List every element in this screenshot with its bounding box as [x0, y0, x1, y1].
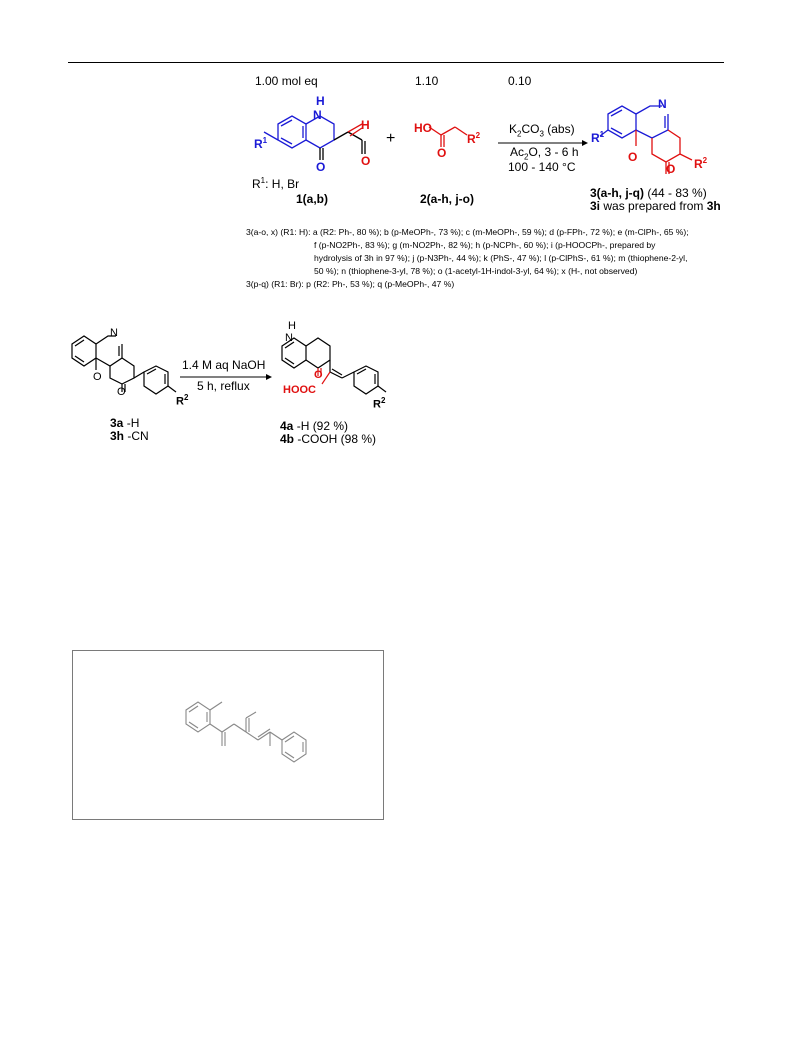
condition-reflux: 5 h, reflux — [197, 379, 250, 393]
atom-o-carbonyl: O — [666, 162, 676, 176]
footnote-line: 3(p-q) (R1: Br): p (R2: Ph-, 53 %); q (p-MeOPh-, 47 %) — [246, 279, 455, 289]
footnote-line: 3(a-o, x) (R1: H): a (R2: Ph-, 80 %); b (p-MeOPh-, 73 %); c (m-MeOPh-, 59 %); d (p-FPh-, 72 %); e (m-ClPh-, 65 %); — [246, 227, 689, 237]
atom-h-4: H — [288, 320, 296, 332]
atom-n-3: N — [658, 97, 667, 111]
substituent-footnote — [246, 226, 728, 291]
atom-o-carbonyl-3a: O — [117, 386, 126, 398]
equiv-reactant-2: 1.10 — [415, 74, 439, 88]
atom-r2-product: $R^2$ — [694, 156, 708, 171]
footnote-line: 50 %); n (thiophene-3-yl, 78 %); o (1-acetyl-1H-indol-3-yl, 64 %); x (H-, not observed) — [314, 266, 638, 276]
atom-o-4: O — [314, 369, 323, 381]
structure-gray-styryl — [180, 686, 330, 786]
label-3a: 3a -H — [110, 416, 140, 430]
atom-o-aldehyde: O — [361, 154, 371, 168]
structure-compound-3a-3h — [64, 322, 194, 422]
structure-compound-3 — [596, 94, 706, 184]
atom-nh-1: H — [316, 94, 325, 108]
atom-r2: $R^2$ — [467, 131, 481, 146]
label-compound-3: 3(a-h, j-q) (44 - 83 %) — [590, 186, 707, 200]
condition-temperature: 100 - 140 °C — [508, 160, 576, 174]
label-compound-1: 1(a,b) — [296, 192, 329, 206]
label-compound-2: 2(a-h, j-o) — [420, 192, 474, 206]
note-compound-3i: 3i was prepared from 3h — [590, 199, 721, 213]
atom-r2-4: $R^2$ — [373, 396, 386, 411]
atom-r1: $R^1$ — [254, 136, 268, 151]
header-rule — [68, 62, 724, 63]
equiv-catalyst: 0.10 — [508, 74, 532, 88]
condition-solvent: $Ac_2O$, 3 - 6 h — [510, 145, 579, 162]
atom-o-1: O — [316, 160, 326, 174]
atom-n-1: N — [313, 108, 322, 122]
atom-n-3a: N — [110, 327, 118, 339]
label-3h: 3h -CN — [110, 429, 149, 443]
plus-sign: + — [386, 130, 396, 147]
atom-hooc: HOOC — [283, 384, 316, 396]
atom-r2-3a: $R^2$ — [176, 393, 189, 408]
label-4b: 4b -COOH (98 %) — [280, 432, 377, 446]
footnote-line: f (p-NO2Ph-, 83 %); g (m-NO2Ph-, 82 %); h (p-NCPh-, 60 %); i (p-HOOCPh-, prepared by — [314, 240, 656, 250]
atom-o-ring-3a: O — [93, 371, 102, 383]
atom-ho: HO — [414, 121, 432, 135]
equiv-reactant-1: 1.00 mol eq — [255, 74, 318, 88]
footnote-line: hydrolysis of 3h in 97 %); j (p-N3Ph-, 44 %); k (PhS-, 47 %); l (p-ClPhS-, 61 %); m (thiophene-2-yl, — [314, 253, 688, 263]
atom-h-aldehyde: H — [361, 118, 370, 132]
condition-base: $K_2CO_3$ (abs) — [509, 122, 575, 139]
r1-definition: $R^1$: H, Br — [252, 176, 300, 191]
condition-naoh: 1.4 M aq NaOH — [182, 358, 266, 372]
atom-n-4: N — [285, 332, 293, 344]
label-4a: 4a -H (92 %) — [280, 419, 349, 433]
atom-o-ring: O — [628, 150, 638, 164]
atom-r1-product: $R^1$ — [591, 130, 605, 145]
atom-o-2: O — [437, 146, 447, 160]
